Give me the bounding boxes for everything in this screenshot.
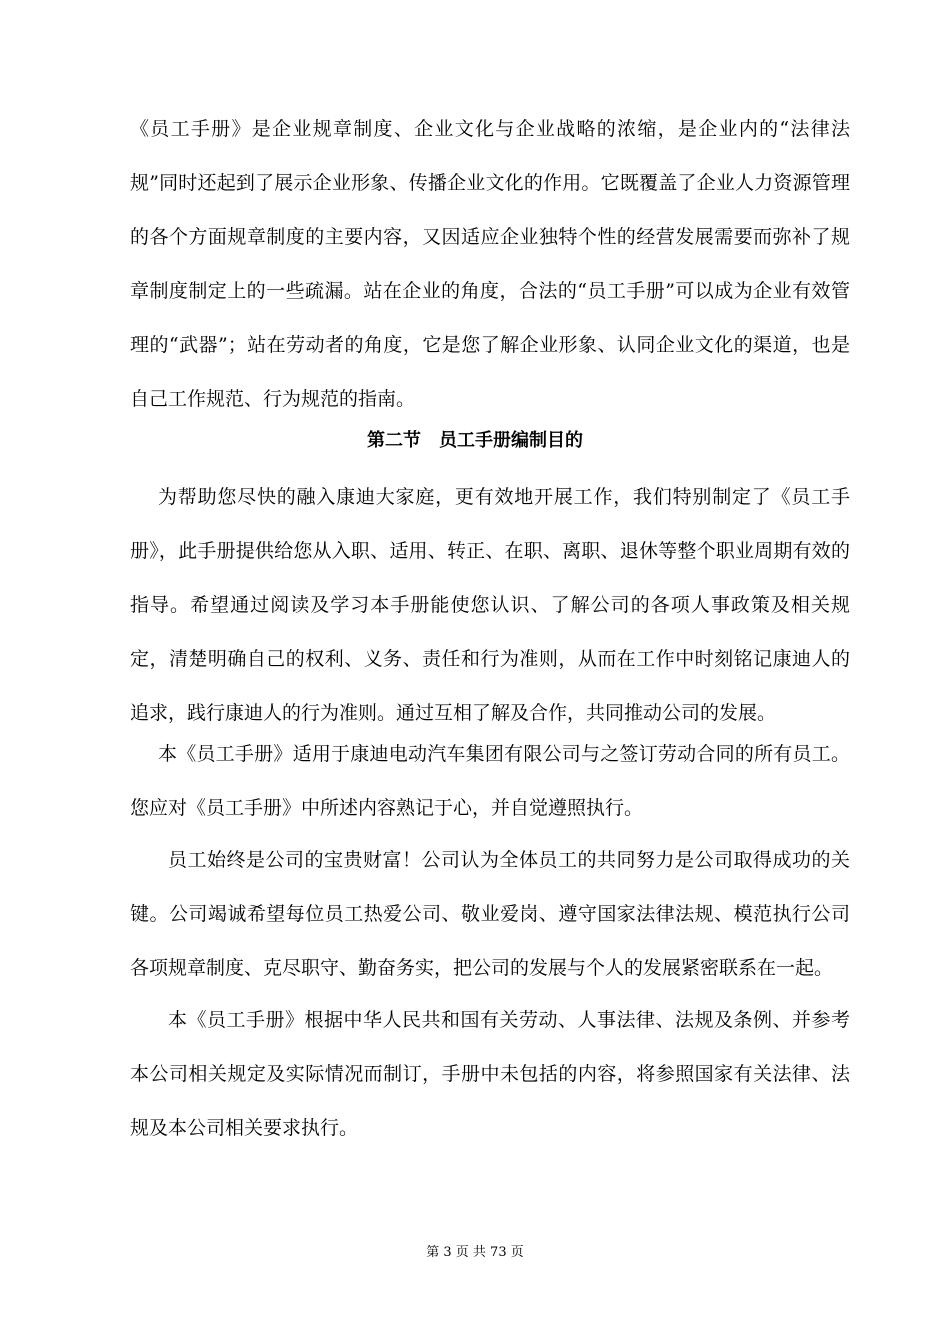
section-heading: 第二节 员工手册编制目的: [367, 430, 583, 451]
employee-value-paragraph: 员工始终是公司的宝贵财富！公司认为全体员工的共同努力是公司取得成功的关键。公司竭诚希望每位员工热爱公司、敬业爱岗、遵守国家法律法规、模范执行公司各项规章制度、克尽职守、勤奋务实，把公司的发展与个人的发展紧密联系在一起。: [130, 849, 850, 979]
page-footer: 第 3 页 共 73 页: [426, 1245, 524, 1260]
purpose-paragraph: 为帮助您尽快的融入康迪大家庭，更有效地开展工作，我们特别制定了《员工手册》，此手册提供给您从入职、适用、转正、在职、离职、退休等整个职业周期有效的指导。希望通过阅读及学习本手册能使您认识、了解公司的各项人事政策及相关规定，清楚明确自己的权利、义务、责任和行为准则，从而在工作中时刻铭记康迪人的追求，践行康迪人的行为准则。通过互相了解及合作，共同推动公司的发展。: [130, 486, 850, 724]
intro-paragraph: 《员工手册》是企业规章制度、企业文化与企业战略的浓缩，是企业内的“法律法规”同时还起到了展示企业形象、传播企业文化的作用。它既覆盖了企业人力资源管理的各个方面规章制度的主要内容，又因适应企业独特个性的经营发展需要而弥补了规章制度制定上的一些疏漏。站在企业的角度，合法的“员工手册”可以成为企业有效管理的“武器”；站在劳动者的角度，它是您了解企业形象、认同企业文化的渠道，也是自己工作规范、行为规范的指南。: [130, 118, 850, 410]
scope-paragraph: 本《员工手册》适用于康迪电动汽车集团有限公司与之签订劳动合同的所有员工。您应对《员工手册》中所述内容熟记于心，并自觉遵照执行。: [130, 743, 850, 819]
legal-basis-paragraph: 本《员工手册》根据中华人民共和国有关劳动、人事法律、法规及条例、并参考本公司相关规定及实际情况而制订，手册中未包括的内容，将参照国家有关法律、法规及本公司相关要求执行。: [130, 1009, 850, 1139]
